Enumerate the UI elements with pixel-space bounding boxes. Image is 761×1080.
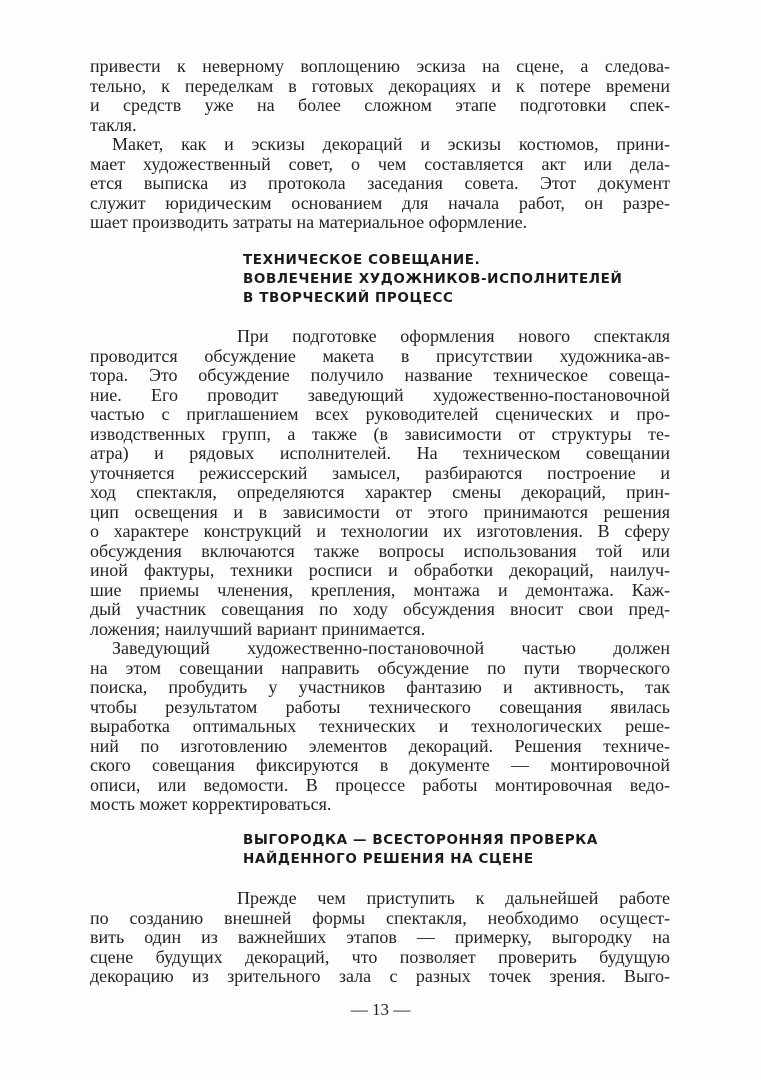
text-line: частью с приглашением всех руководителей сценических и про- xyxy=(90,404,670,424)
text-line: ложения; наилучший вариант принимается. xyxy=(90,618,426,639)
text-line: служит юридическим основанием для начала работ, он разре- xyxy=(90,192,670,213)
paragraph-continued xyxy=(90,57,670,135)
text-line: о характере конструкций и технологии их изготовления. В сферу xyxy=(90,521,670,541)
heading-line: В ТВОРЧЕСКИЙ ПРОЦЕСС xyxy=(243,290,454,306)
heading-line: ВЫГОРОДКА — ВСЕСТОРОННЯЯ ПРОВЕРКА xyxy=(243,832,598,848)
text-line: шие приемы членения, крепления, монтажа и демонтажа. Каж- xyxy=(90,579,670,600)
text-line: уточняется режиссерский замысел, разбираются построение и xyxy=(90,462,670,483)
text-line: ского совещания фиксируются в документе — монтировочной xyxy=(90,755,670,775)
text-line: вить один из важнейших этапов — примерку, выгородку на xyxy=(90,927,670,947)
text-line: ний по изготовлению элементов декораций. Решения техниче- xyxy=(90,735,670,756)
text-line: При подготовке оформления нового спектакля xyxy=(237,326,670,346)
text-line: иной фактуры, техники росписи и обработки декораций, наилуч- xyxy=(90,560,670,580)
text-line: поиска, пробудить у участников фантазию и активность, так xyxy=(90,677,670,697)
paragraph-maket xyxy=(90,135,670,233)
heading-line: ТЕХНИЧЕСКОЕ СОВЕЩАНИЕ. xyxy=(243,252,481,268)
text-line: ние. Его проводит заведующий художественно-постановочной xyxy=(90,384,670,405)
paragraph-head-of-department xyxy=(90,639,670,815)
text-line: дый участник совещания по ходу обсуждения вносит свои пред- xyxy=(90,599,670,619)
paragraph-technical-meeting xyxy=(90,327,670,639)
text-line: тельно, к переделкам в готовых декорациях и к потере времени xyxy=(90,75,670,96)
text-line: цип освещения и в зависимости от этого принимаются решения xyxy=(90,501,670,522)
text-line: ется выписка из протокола заседания совета. Этот документ xyxy=(90,173,670,193)
text-line: чтобы результатом работы технического совещания явилась xyxy=(90,696,670,717)
text-line: мает художественный совет, о чем составляется акт или дела- xyxy=(90,153,670,174)
text-line: ход спектакля, определяются характер смены декораций, прин- xyxy=(90,482,670,502)
text-line: тора. Это обсуждение получило название техническое совеща- xyxy=(90,365,670,385)
text-line: выработка оптимальных технических и технологических реше- xyxy=(90,716,670,736)
heading-line: НАЙДЕННОГО РЕШЕНИЯ НА СЦЕНЕ xyxy=(243,851,534,867)
text-line: мость может корректироваться. xyxy=(90,794,332,814)
text-line: сцене будущих декораций, что позволяет проверить будущую xyxy=(90,946,670,967)
text-line: Макет, как и эскизы декораций и эскизы костюмов, прини- xyxy=(112,134,670,154)
section-heading-vygorodka xyxy=(243,831,598,869)
text-line: обсуждения включаются также вопросы использования той или xyxy=(90,540,670,561)
text-line: декорацию из зрительного зала с разных точек зрения. Выго- xyxy=(90,966,670,986)
text-line: Прежде чем приступить к дальнейшей работе xyxy=(237,888,670,908)
section-heading-technical-meeting xyxy=(243,251,622,308)
text-line: проводится обсуждение макета в присутствии художника-ав- xyxy=(90,345,670,366)
text-line: и средств уже на более сложном этапе подготовки спек- xyxy=(90,95,670,115)
paragraph-vygorodka xyxy=(90,889,670,987)
text-line: такля. xyxy=(90,114,137,135)
text-line: изводственных групп, а также (в зависимости от структуры те- xyxy=(90,423,670,444)
text-line: привести к неверному воплощению эскиза на сцене, а следова- xyxy=(90,56,670,76)
text-line: на этом совещании направить обсуждение по пути творческого xyxy=(90,657,670,678)
page-number: — 13 — xyxy=(350,1000,411,1019)
text-line: описи, или ведомости. В процессе работы монтировочная ведо- xyxy=(90,774,670,795)
text-line: по созданию внешней формы спектакля, необходимо осущест- xyxy=(90,907,670,928)
text-line: атра) и рядовых исполнителей. На техническом совещании xyxy=(90,443,670,463)
heading-line: ВОВЛЕЧЕНИЕ ХУДОЖНИКОВ-ИСПОЛНИТЕЛЕЙ xyxy=(243,271,623,287)
text-line: шает производить затраты на материальное оформление. xyxy=(90,212,528,232)
text-line: Заведующий художественно-постановочной частью должен xyxy=(112,638,670,658)
